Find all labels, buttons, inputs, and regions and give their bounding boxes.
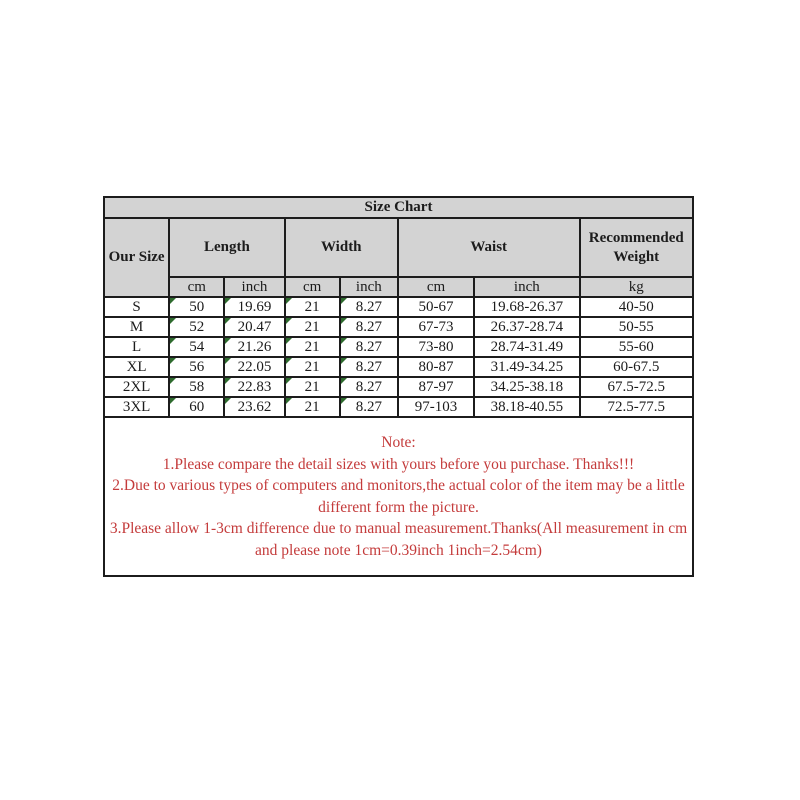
excel-flag-icon	[341, 378, 347, 384]
cell-value: 23.62	[237, 398, 272, 415]
cell-value: 20.47	[237, 318, 272, 335]
cell-value: 56	[189, 358, 205, 375]
waist-inch-cell: 28.74-31.49	[474, 337, 579, 357]
cell-value: 21	[304, 398, 320, 415]
waist-inch-cell: 31.49-34.25	[474, 357, 579, 377]
waist-cm-cell: 73-80	[398, 337, 474, 357]
width-cm-cell	[285, 337, 340, 357]
excel-flag-icon	[170, 318, 176, 324]
length-inch-cell	[224, 357, 284, 377]
cell-value: 21.26	[237, 338, 272, 355]
width-cm-cell	[285, 377, 340, 397]
width-inch-cell	[340, 357, 398, 377]
title-row	[104, 197, 693, 218]
note-title: Note:	[381, 434, 416, 451]
weight-kg-cell: 50-55	[580, 317, 693, 337]
width-cm-cell	[285, 317, 340, 337]
unit-waist-cm: cm	[398, 277, 474, 297]
cell-value: 21	[304, 378, 320, 395]
size-chart-table	[103, 196, 694, 577]
weight-kg-cell: 72.5-77.5	[580, 397, 693, 417]
excel-flag-icon	[286, 358, 292, 364]
unit-waist-inch: inch	[474, 277, 579, 297]
waist-inch-cell: 38.18-40.55	[474, 397, 579, 417]
cell-value: 54	[189, 338, 205, 355]
length-inch-cell	[224, 317, 284, 337]
excel-flag-icon	[286, 318, 292, 324]
unit-width-inch: inch	[340, 277, 398, 297]
excel-flag-icon	[170, 358, 176, 364]
width-cm-cell	[285, 357, 340, 377]
excel-flag-icon	[170, 398, 176, 404]
header-our-size: Our Size	[104, 218, 169, 297]
cell-value: 21	[304, 298, 320, 315]
waist-cm-cell: 80-87	[398, 357, 474, 377]
unit-width-cm: cm	[285, 277, 340, 297]
excel-flag-icon	[170, 338, 176, 344]
excel-flag-icon	[341, 358, 347, 364]
width-inch-cell	[340, 297, 398, 317]
size-cell: XL	[104, 357, 169, 377]
cell-value: 8.27	[355, 398, 382, 415]
cell-value: 22.05	[237, 358, 272, 375]
excel-flag-icon	[286, 378, 292, 384]
excel-flag-icon	[170, 378, 176, 384]
size-cell: S	[104, 297, 169, 317]
cell-value: 8.27	[355, 318, 382, 335]
length-inch-cell	[224, 377, 284, 397]
units-row	[104, 277, 693, 297]
unit-length-inch: inch	[224, 277, 284, 297]
waist-inch-cell: 19.68-26.37	[474, 297, 579, 317]
note-line-1: 1.Please compare the detail sizes with yours before you purchase. Thanks!!!	[162, 455, 635, 473]
table-row	[104, 317, 693, 337]
cell-value: 8.27	[355, 338, 382, 355]
length-cm-cell	[169, 297, 224, 317]
cell-value: 21	[304, 338, 320, 355]
excel-flag-icon	[170, 298, 176, 304]
width-inch-cell	[340, 317, 398, 337]
length-cm-cell	[169, 377, 224, 397]
cell-value: 50	[189, 298, 205, 315]
size-cell: 2XL	[104, 377, 169, 397]
cell-value: 8.27	[355, 358, 382, 375]
header-waist: Waist	[398, 218, 580, 277]
cell-value: 21	[304, 318, 320, 335]
waist-cm-cell: 50-67	[398, 297, 474, 317]
excel-flag-icon	[225, 318, 231, 324]
table-row	[104, 357, 693, 377]
excel-flag-icon	[286, 338, 292, 344]
excel-flag-icon	[286, 298, 292, 304]
waist-inch-cell: 34.25-38.18	[474, 377, 579, 397]
width-inch-cell	[340, 377, 398, 397]
weight-kg-cell: 67.5-72.5	[580, 377, 693, 397]
size-cell: L	[104, 337, 169, 357]
width-cm-cell	[285, 297, 340, 317]
cell-value: 60	[189, 398, 205, 415]
cell-value: 8.27	[355, 378, 382, 395]
note-row	[104, 417, 693, 576]
excel-flag-icon	[341, 338, 347, 344]
note-line-3: 3.Please allow 1-3cm difference due to manual measurement.Thanks(All measurement in cm and please note 1cm=0.39inch 1inch=2.54cm)	[109, 520, 688, 559]
waist-cm-cell: 67-73	[398, 317, 474, 337]
header-length: Length	[169, 218, 284, 277]
excel-flag-icon	[225, 358, 231, 364]
unit-length-cm: cm	[169, 277, 224, 297]
header-width: Width	[285, 218, 398, 277]
cell-value: 58	[189, 378, 205, 395]
waist-cm-cell: 97-103	[398, 397, 474, 417]
cell-value: 21	[304, 358, 320, 375]
excel-flag-icon	[225, 298, 231, 304]
width-inch-cell	[340, 337, 398, 357]
waist-cm-cell: 87-97	[398, 377, 474, 397]
length-cm-cell	[169, 357, 224, 377]
cell-value: 8.27	[355, 298, 382, 315]
excel-flag-icon	[225, 338, 231, 344]
size-cell: 3XL	[104, 397, 169, 417]
excel-flag-icon	[225, 378, 231, 384]
length-inch-cell	[224, 297, 284, 317]
length-cm-cell	[169, 337, 224, 357]
header-row	[104, 218, 693, 277]
weight-kg-cell: 40-50	[580, 297, 693, 317]
width-cm-cell	[285, 397, 340, 417]
table-row	[104, 337, 693, 357]
cell-value: 52	[189, 318, 205, 335]
table-row	[104, 297, 693, 317]
excel-flag-icon	[341, 298, 347, 304]
table-title: Size Chart	[104, 197, 693, 218]
width-inch-cell	[340, 397, 398, 417]
weight-kg-cell: 55-60	[580, 337, 693, 357]
length-inch-cell	[224, 337, 284, 357]
excel-flag-icon	[341, 318, 347, 324]
waist-inch-cell: 26.37-28.74	[474, 317, 579, 337]
cell-value: 19.69	[237, 298, 272, 315]
table-row	[104, 397, 693, 417]
note-line-2: 2.Due to various types of computers and monitors,the actual color of the item may be a little different form the picture.	[112, 477, 685, 516]
excel-flag-icon	[225, 398, 231, 404]
table-row	[104, 377, 693, 397]
header-recommended-weight: Recommended Weight	[580, 218, 693, 277]
unit-weight-kg: kg	[580, 277, 693, 297]
size-cell: M	[104, 317, 169, 337]
weight-kg-cell: 60-67.5	[580, 357, 693, 377]
excel-flag-icon	[341, 398, 347, 404]
length-inch-cell	[224, 397, 284, 417]
length-cm-cell	[169, 317, 224, 337]
excel-flag-icon	[286, 398, 292, 404]
cell-value: 22.83	[237, 378, 272, 395]
note-section	[104, 417, 693, 576]
length-cm-cell	[169, 397, 224, 417]
